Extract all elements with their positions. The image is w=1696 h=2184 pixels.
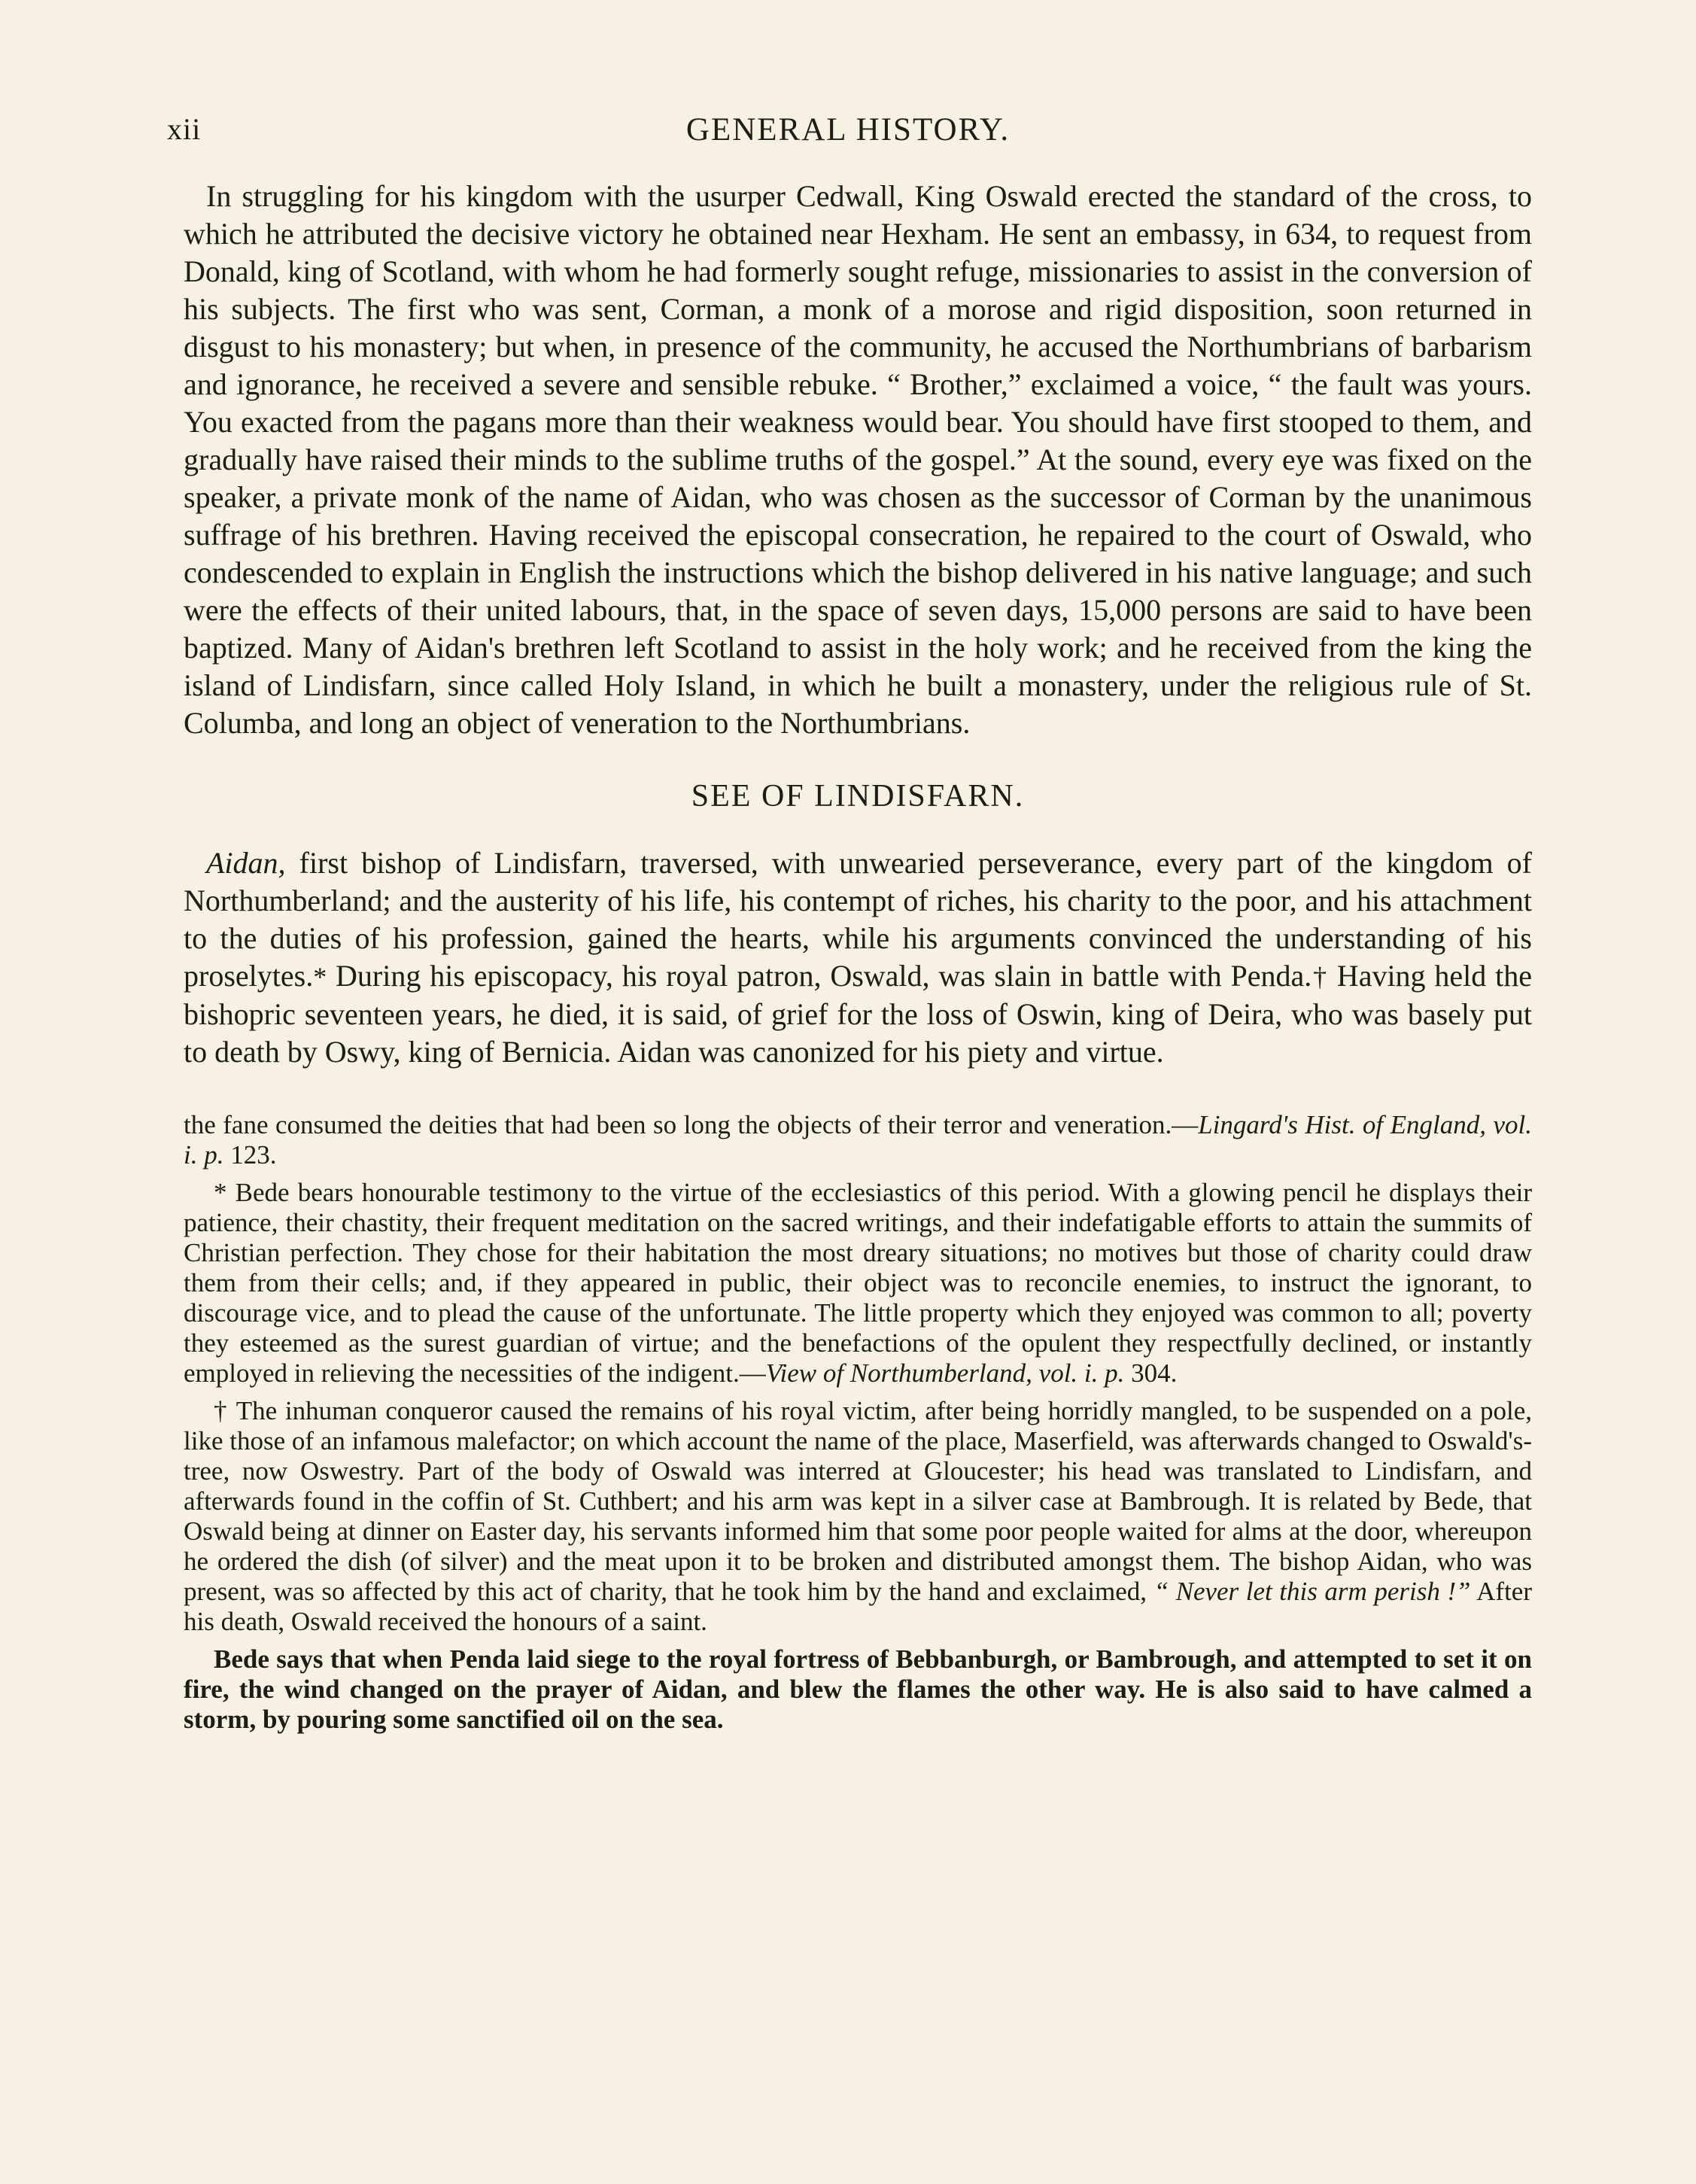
aidan-text-part2: During his episcopacy, his royal patron, Oswald, was slain in battle with Penda. [327,959,1312,993]
footnote-continued-citation: Lingard's Hist. of England, vol. i. p. [184,1110,1532,1170]
aidan-name: Aidan, [206,846,286,880]
footnote-dagger [184,1396,1532,1637]
aidan-text-part3: Having held the bishopric seventeen years, he died, it is said, of grief for the loss of Oswin, king of Deira, who was basely put to death by Oswy, king of Bernicia. Aidan was canonized for his piety and virtue. [184,959,1533,1069]
footnote-asterisk-text: * Bede bears honourable testimony to the virtue of the ecclesiastics of this period. With a glowing pencil he displays their patience, their chastity, their frequent meditation on the sacred writings, and their indefatigable efforts to attain the summits of Christian perfection. They chose for their habitation the most dreary situations; no motives but those of charity could draw them from their cells; and, if they appeared in public, their object was to reconcile enemies, to instruct the ignorant, to discourage vice, and to plead the cause of the unfortunate. The little property which they enjoyed was common to all; poverty they esteemed as the surest guardian of virtue; and the benefactions of the opulent they respectfully declined, or instantly employed in relieving the necessities of the indigent.— [184,1178,1532,1388]
paragraph-aidan [184,844,1532,1071]
footnote-mark-dagger: † [1312,962,1328,992]
footnote-dagger-text: † The inhuman conqueror caused the remains of his royal victim, after being horridly mangled, to be suspended on a pole, like those of an infamous malefactor; on which account the name of the place, Maserfield, was afterwards changed to Oswald's-tree, now Oswestry. Part of the body of Oswald was interred at Gloucester; his head was translated to Lindisfarn, and afterwards found in the coffin of St. Cuthbert; and his arm was kept in a silver case at Bambrough. It is related by Bede, that Oswald being at dinner on Easter day, his servants informed him that some poor people waited for alms at the door, whereupon he ordered the dish (of silver) and the meat upon it to be broken and distributed amongst them. The bishop Aidan, who was present, was so affected by this act of charity, that he took him by the hand and exclaimed, [184,1396,1532,1606]
aidan-text-part1: first bishop of Lindisfarn, traversed, with unwearied perseverance, every part of the kingdom of Northumberland; and the austerity of his life, his contempt of riches, his charity to the poor, and his attachment to the duties of his profession, gained the hearts, while his arguments convinced the understanding of his proselytes. [184,846,1532,993]
footnote-dagger-after: After his death, Oswald received the honours of a saint. [184,1577,1532,1636]
footnote-continued [184,1110,1532,1170]
paragraph-oswald: In struggling for his kingdom with the usurper Cedwall, King Oswald erected the standard of the cross, to which he attributed the decisive victory he obtained near Hexham. He sent an embassy, in 634, to request from Donald, king of Scotland, with whom he had formerly sought refuge, missionaries to assist in the conversion of his subjects. The first who was sent, Corman, a monk of a morose and rigid disposition, soon returned in disgust to his monastery; but when, in presence of the community, he accused the Northumbrians of barbarism and ignorance, he received a severe and sensible rebuke. “ Brother,” exclaimed a voice, “ the fault was yours. You exacted from the pagans more than their weakness would bear. You should have first stooped to them, and gradually have raised their minds to the sublime truths of the gospel.” At the sound, every eye was fixed on the speaker, a private monk of the name of Aidan, who was chosen as the successor of Corman by the unanimous suffrage of his brethren. Having received the episcopal consecration, he repaired to the court of Oswald, who condescended to explain in English the instructions which the bishop delivered in his native language; and such were the effects of their united labours, that, in the space of seven days, 15,000 persons are said to have been baptized. Many of Aidan's brethren left Scotland to assist in the holy work; and he received from the king the island of Lindisfarn, since called Holy Island, in which he built a monastery, under the religious rule of St. Columba, and long an object of veneration to the Northumbrians. [184,179,1532,740]
footnote-bede: Bede says that when Penda laid siege to the royal fortress of Bebbanburgh, or Bambrough, and attempted to set it on fire, the wind changed on the prayer of Aidan, and blew the flames the other way. He is also said to have calmed a storm, by pouring some sanctified oil on the sea. [184,1644,1532,1734]
footnote-dagger-quote: “ Never let this arm perish !” [1153,1577,1471,1606]
page-title: GENERAL HISTORY. [685,112,1011,148]
footnote-continued-page: 123. [223,1140,277,1170]
main-text [184,178,1532,1742]
footnote-asterisk-citation: View of Northumberland, vol. i. p. [765,1358,1125,1388]
section-heading: SEE OF LINDISFARN. [691,779,1025,814]
page-number: xii [167,112,202,146]
footnote-asterisk [184,1178,1532,1389]
footnote-continued-text: the fane consumed the deities that had been so long the objects of their terror and veneration.— [184,1110,1199,1139]
running-head [167,111,1529,157]
footnote-mark-asterisk: * [313,962,327,992]
footnotes [184,1110,1532,1735]
footnote-asterisk-page: 304. [1124,1358,1178,1388]
